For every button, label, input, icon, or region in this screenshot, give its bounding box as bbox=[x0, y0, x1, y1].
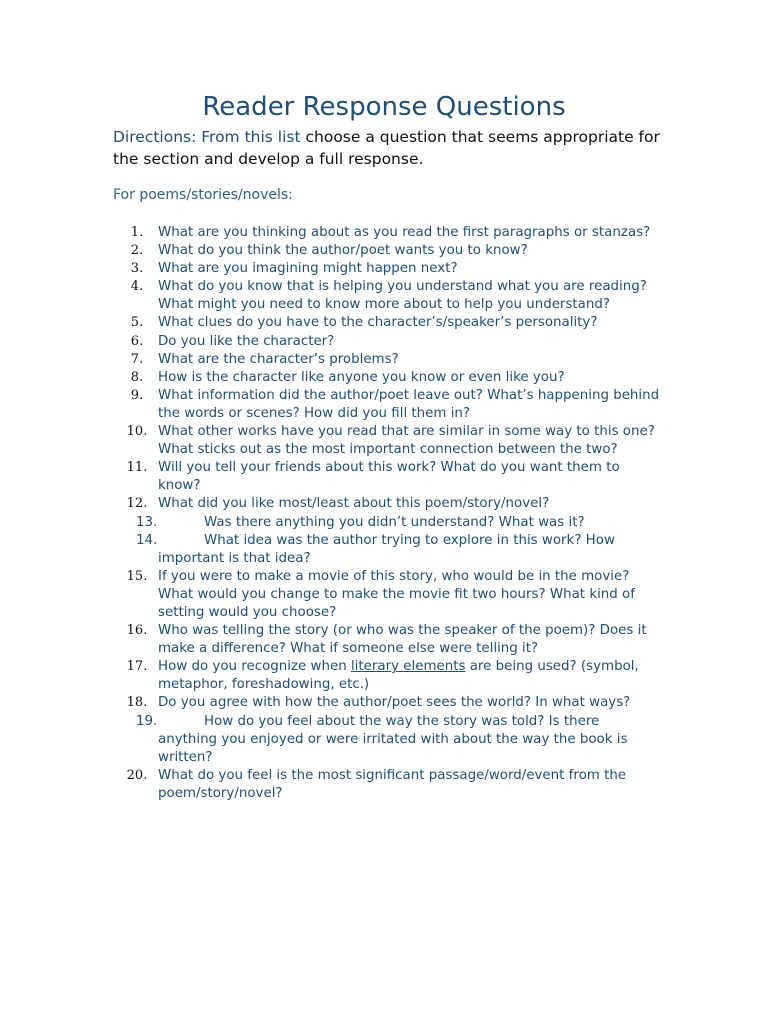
question-text: Do you agree with how the author/poet sees the world? In what ways? bbox=[158, 695, 631, 711]
question-number: 16. bbox=[126, 623, 148, 639]
question-text: What information did the author/poet leave out? What’s happening behind the words or scenes? How did you fill them in? bbox=[158, 387, 660, 421]
question-item-10 bbox=[120, 423, 660, 459]
question-number: 12. bbox=[126, 496, 148, 512]
question-item-17 bbox=[120, 658, 660, 694]
question-item-3 bbox=[120, 260, 660, 278]
question-item-2 bbox=[120, 242, 660, 260]
question-item-8 bbox=[120, 369, 660, 387]
question-text: Was there anything you didn’t understand? What was it? bbox=[204, 514, 585, 530]
directions-label: Directions: From this list bbox=[113, 128, 301, 146]
question-number: 18. bbox=[126, 695, 148, 711]
question-text: What did you like most/least about this poem/story/novel? bbox=[158, 496, 550, 512]
question-number: 4. bbox=[130, 279, 144, 295]
question-text: What do you know that is helping you understand what you are reading? What might you need to know more about to help you understand? bbox=[158, 279, 647, 313]
question-number: 20. bbox=[126, 767, 148, 783]
question-text: Do you like the character? bbox=[158, 333, 335, 349]
question-text: What are you thinking about as you read the first paragraphs or stanzas? bbox=[158, 225, 651, 240]
question-item-1 bbox=[120, 224, 660, 242]
question-number: 10. bbox=[126, 424, 148, 440]
question-text-before: How do you recognize when bbox=[158, 659, 351, 675]
question-number: 13. bbox=[136, 514, 158, 530]
question-number: 19. bbox=[136, 713, 158, 729]
question-number: 2. bbox=[130, 243, 144, 259]
question-item-4 bbox=[120, 278, 660, 314]
question-text: What idea was the author trying to explore in this work? How important is that idea? bbox=[158, 532, 615, 566]
question-item-16 bbox=[120, 622, 660, 658]
question-number: 6. bbox=[130, 333, 144, 349]
section-subheading: For poems/stories/novels: bbox=[113, 187, 293, 203]
question-item-11 bbox=[120, 459, 660, 495]
question-item-7 bbox=[120, 351, 660, 369]
question-text: How do you feel about the way the story was told? Is there anything you enjoyed or were irritated with about the way the book is written? bbox=[158, 713, 628, 765]
question-item-12 bbox=[120, 495, 660, 513]
question-text-after: are being used? (symbol, metaphor, foreshadowing, etc.) bbox=[158, 659, 639, 693]
question-number: 5. bbox=[130, 315, 144, 331]
question-text: Who was telling the story (or who was the speaker of the poem)? Does it make a difference? What if someone else were telling it? bbox=[158, 623, 647, 657]
question-item-19 bbox=[120, 713, 660, 767]
question-item-9 bbox=[120, 387, 660, 423]
question-item-20 bbox=[120, 767, 660, 803]
directions-text: choose a question that seems appropriate for the section and develop a full response. bbox=[113, 128, 660, 168]
question-text: What are you imagining might happen next? bbox=[158, 261, 458, 277]
question-item-15 bbox=[120, 568, 660, 622]
question-text: What other works have you read that are similar in some way to this one? What sticks out as the most important connection between the two? bbox=[158, 424, 655, 458]
question-number: 17. bbox=[126, 659, 148, 675]
directions-paragraph bbox=[113, 126, 673, 170]
question-text: If you were to make a movie of this story, who would be in the movie? What would you change to make the movie fit two hours? What kind of setting would you choose? bbox=[158, 568, 635, 620]
question-text: How is the character like anyone you know or even like you? bbox=[158, 369, 565, 385]
question-number: 14. bbox=[136, 532, 158, 548]
question-item-6 bbox=[120, 333, 660, 351]
question-text: What clues do you have to the character’s/speaker’s personality? bbox=[158, 315, 598, 331]
question-number: 1. bbox=[130, 225, 144, 240]
question-item-18 bbox=[120, 694, 660, 712]
question-item-14 bbox=[120, 532, 660, 568]
question-text: What do you think the author/poet wants you to know? bbox=[158, 243, 528, 259]
question-number: 9. bbox=[130, 387, 144, 403]
question-list bbox=[120, 224, 660, 803]
question-text: What are the character’s problems? bbox=[158, 351, 399, 367]
question-number: 8. bbox=[130, 369, 144, 385]
question-number: 7. bbox=[130, 351, 144, 367]
question-item-13 bbox=[120, 514, 660, 532]
question-number: 3. bbox=[130, 261, 144, 277]
question-text: What do you feel is the most significant passage/word/event from the poem/story/novel? bbox=[158, 767, 627, 801]
question-number: 11. bbox=[126, 460, 148, 476]
question-text: Will you tell your friends about this work? What do you want them to know? bbox=[158, 460, 620, 494]
page-title: Reader Response Questions bbox=[202, 92, 566, 122]
question-number: 15. bbox=[126, 568, 148, 584]
literary-elements-link[interactable]: literary elements bbox=[350, 659, 466, 675]
question-item-5 bbox=[120, 314, 660, 332]
